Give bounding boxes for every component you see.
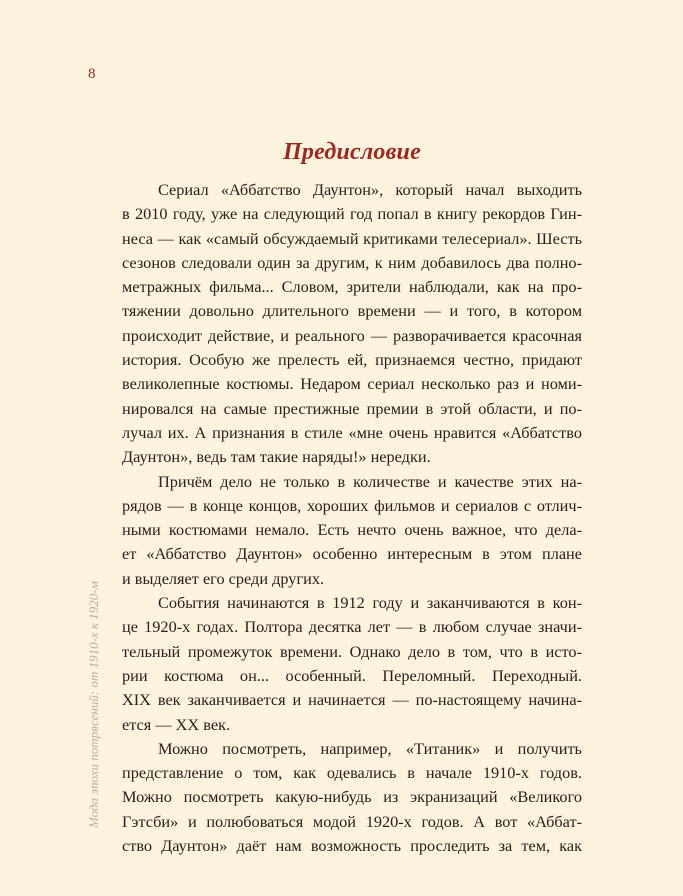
text-line: в 2010 году, уже на следующий год попал в книгу рекордов Гин- (122, 204, 582, 224)
paragraph-4 (122, 737, 582, 858)
text-line: история. Особую же прелесть ей, признаемся честно, придают (122, 350, 582, 370)
text-line: лучал их. А признания в стиле «мне очень нравится «Аббатство (122, 422, 582, 442)
text-line: Сериал «Аббатство Даунтон», который начал выходить (158, 180, 582, 199)
text-line: неса — как «самый обсуждаемый критиками телесериал». Шесть (122, 228, 582, 248)
text-line: ет «Аббатство Даунтон» особенно интересным в этом плане (122, 544, 582, 564)
text-line: Гэтсби» и полюбоваться модой 1920-х годов. А вот «Аббат- (122, 811, 582, 831)
text-line: ется — XX век. (122, 714, 231, 734)
text-line: Причём дело не только в количестве и качестве этих на- (158, 471, 582, 491)
text-line: происходит действие, и реального — разворачивается красочная (122, 325, 582, 345)
text-line: великолепные костюмы. Недаром сериал несколько раз и номи- (122, 374, 582, 394)
text-line: ство Даунтон» даёт нам возможность проследить за тем, как (122, 836, 582, 856)
text-line: Даунтон», ведь там такие наряды!» нередки. (122, 447, 431, 467)
paragraph-3 (122, 591, 582, 737)
text-line: XIX век заканчивается и начинается — по-настоящему начина- (122, 690, 582, 710)
text-line: сезонов следовали один за другим, к ним добавилось два полно- (122, 252, 582, 272)
text-line: рии костюма он... особенный. Переломный. Переходный. (122, 665, 582, 685)
text-line: и выделяет его среди других. (122, 568, 325, 588)
text-line: тельный промежуток времени. Однако дело в том, что в исто- (122, 641, 582, 661)
text-line: нировался на самые престижные премии в этой области, и по- (122, 398, 582, 418)
text-line: Можно посмотреть, например, «Титаник» и получить (158, 738, 582, 758)
text-line: ными костюмами немало. Есть нечто очень важное, что дела- (122, 520, 582, 540)
text-line: метражных фильма... Словом, зрители наблюдали, как на про- (122, 277, 582, 297)
paragraph-1 (122, 178, 582, 470)
running-title-vertical: Мода эпохи потрясений: от 1910-х к 1920-м (86, 581, 101, 828)
text-line: представление о том, как одевались в начале 1910-х годов. (122, 763, 582, 783)
text-line: Можно посмотреть какую-нибудь из экранизаций «Великого (122, 787, 582, 807)
text-line: це 1920-х годах. Полтора десятка лет — в любом случае значи- (122, 617, 582, 637)
text-line: рядов — в конце концов, хороших фильмов и сериалов с отлич- (122, 495, 582, 515)
body-text (122, 178, 582, 858)
paragraph-2 (122, 470, 582, 591)
text-line: тяжении довольно длительного времени — и того, в котором (122, 301, 582, 321)
page-number: 8 (88, 66, 96, 82)
text-line: События начинаются в 1912 году и заканчиваются в кон- (158, 593, 582, 613)
chapter-title: Предисловие (283, 139, 421, 165)
